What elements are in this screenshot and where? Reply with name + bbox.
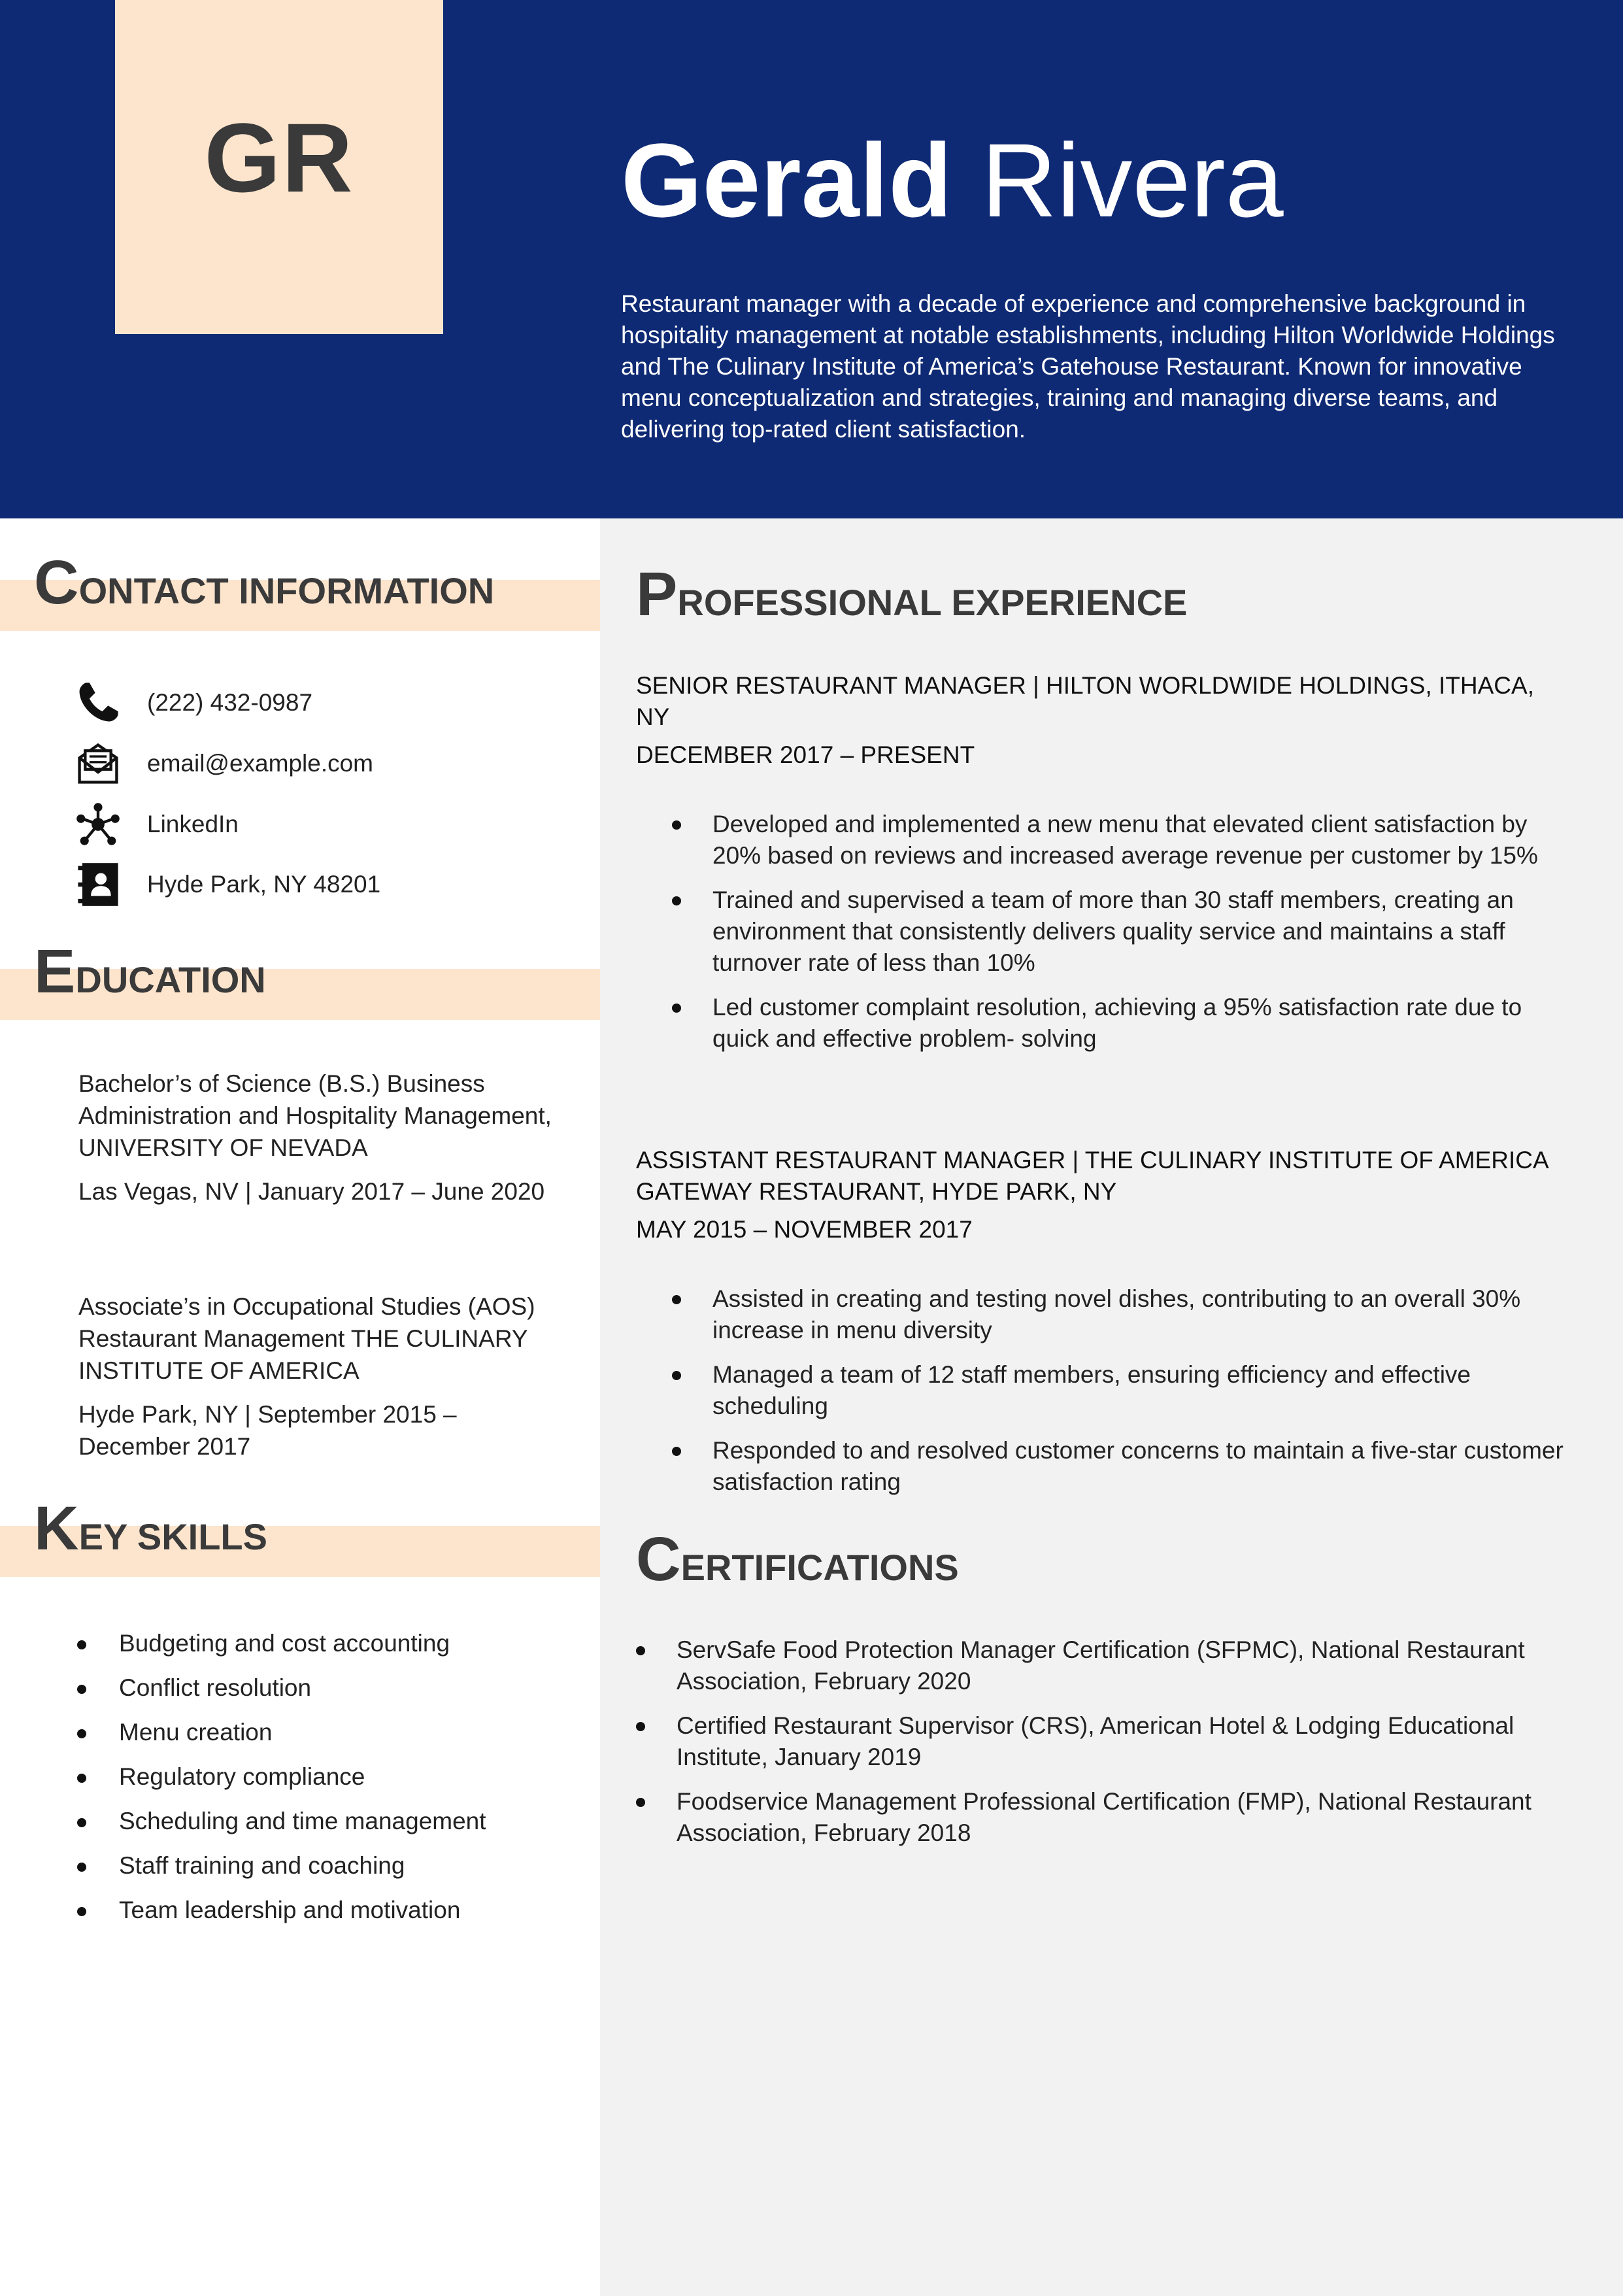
skills-list [75, 1621, 486, 1933]
job-title: SENIOR RESTAURANT MANAGER | HILTON WORLDWIDE HOLDINGS, ITHACA, NY [636, 672, 1534, 730]
degree-title: Bachelor’s of Science (B.S.) Business Administration and Hospitality Management, UNIVERSITY OF NEVADA [78, 1070, 552, 1161]
linkedin-link[interactable]: LinkedIn [147, 811, 239, 837]
certifications-list [636, 1634, 1577, 1862]
skill-item: Regulatory compliance [75, 1755, 486, 1799]
professional-summary: Restaurant manager with a decade of experience and comprehensive background in hospitality management at notable establishments, including Hilton Worldwide Holdings and The Culinary Institute of America’s Gatehouse Restaurant. Known for innovative menu conceptualization and strategies, training and managing diverse teams, and delivering top-rated client satisfaction. [621, 290, 1555, 443]
job-bullet: Assisted in creating and testing novel dishes, contributing to an overall 30% increase in menu diversity [636, 1283, 1564, 1346]
certifications-heading: CERTIFICATIONS [636, 1525, 959, 1594]
job-dates: DECEMBER 2017 – PRESENT [636, 741, 975, 768]
contact-phone [75, 680, 312, 726]
job-title: ASSISTANT RESTAURANT MANAGER | THE CULINARY INSTITUTE OF AMERICA GATEWAY RESTAURANT, HYDE PARK, NY [636, 1147, 1548, 1205]
job-entry [636, 670, 1564, 1068]
job-bullets [636, 1283, 1564, 1498]
certification-item: ServSafe Food Protection Manager Certification (SFPMC), National Restaurant Association, February 2020 [636, 1634, 1577, 1697]
certification-item: Certified Restaurant Supervisor (CRS), American Hotel & Lodging Educational Institute, January 2019 [636, 1710, 1577, 1773]
address-text: Hyde Park, NY 48201 [147, 871, 381, 898]
candidate-name [621, 118, 1284, 243]
contact-heading-block [0, 533, 600, 631]
contact-email [75, 741, 373, 786]
certification-item: Foodservice Management Professional Certification (FMP), National Restaurant Association, February 2018 [636, 1786, 1577, 1849]
degree-details: Hyde Park, NY | September 2015 – December 2017 [78, 1401, 457, 1460]
skills-heading: KEY SKILLS [34, 1494, 267, 1563]
job-bullet: Responded to and resolved customer concerns to maintain a five-star customer satisfaction rating [636, 1435, 1564, 1498]
skill-item: Team leadership and motivation [75, 1888, 486, 1933]
job-bullet: Developed and implemented a new menu that elevated client satisfaction by 20% based on reviews and increased average revenue per customer by 15% [636, 809, 1564, 871]
job-dates: MAY 2015 – NOVEMBER 2017 [636, 1216, 973, 1243]
skill-item: Menu creation [75, 1710, 486, 1755]
job-bullet: Led customer complaint resolution, achieving a 95% satisfaction rate due to quick and effective problem- solving [636, 992, 1564, 1055]
skill-item: Staff training and coaching [75, 1844, 486, 1888]
contact-address [75, 862, 380, 907]
network-icon [75, 802, 121, 847]
contact-card-icon [75, 862, 121, 907]
skill-item: Conflict resolution [75, 1666, 486, 1710]
degree-details: Las Vegas, NV | January 2017 – June 2020 [78, 1178, 545, 1205]
contact-heading: CONTACT INFORMATION [34, 548, 495, 617]
skill-item: Budgeting and cost accounting [75, 1621, 486, 1666]
phone-number: (222) 432-0987 [147, 689, 313, 716]
phone-icon [75, 680, 121, 726]
job-bullet: Managed a team of 12 staff members, ensuring efficiency and effective scheduling [636, 1359, 1564, 1422]
degree-title: Associate’s in Occupational Studies (AOS) Restaurant Management THE CULINARY INSTITUTE OF AMERICA [78, 1293, 535, 1384]
education-heading: EDUCATION [34, 937, 266, 1006]
skills-heading-block [0, 1479, 600, 1577]
skill-item: Scheduling and time management [75, 1799, 486, 1844]
last-name: Rivera [981, 122, 1284, 239]
job-bullets [636, 809, 1564, 1055]
education-heading-block [0, 922, 600, 1020]
monogram-initials: GR [204, 103, 354, 212]
email-address: email@example.com [147, 750, 374, 777]
header-banner [0, 0, 1623, 518]
education-entry [78, 1291, 562, 1462]
first-name: Gerald [621, 122, 952, 239]
contact-linkedin [75, 802, 239, 847]
monogram-box [115, 0, 443, 334]
envelope-icon [75, 741, 121, 786]
job-bullet: Trained and supervised a team of more than 30 staff members, creating an environment that consistently delivers quality service and maintains a staff turnover rate of less than 10% [636, 885, 1564, 979]
education-entry [78, 1068, 562, 1207]
experience-heading: PROFESSIONAL EXPERIENCE [636, 560, 1188, 629]
job-entry [636, 1145, 1564, 1511]
